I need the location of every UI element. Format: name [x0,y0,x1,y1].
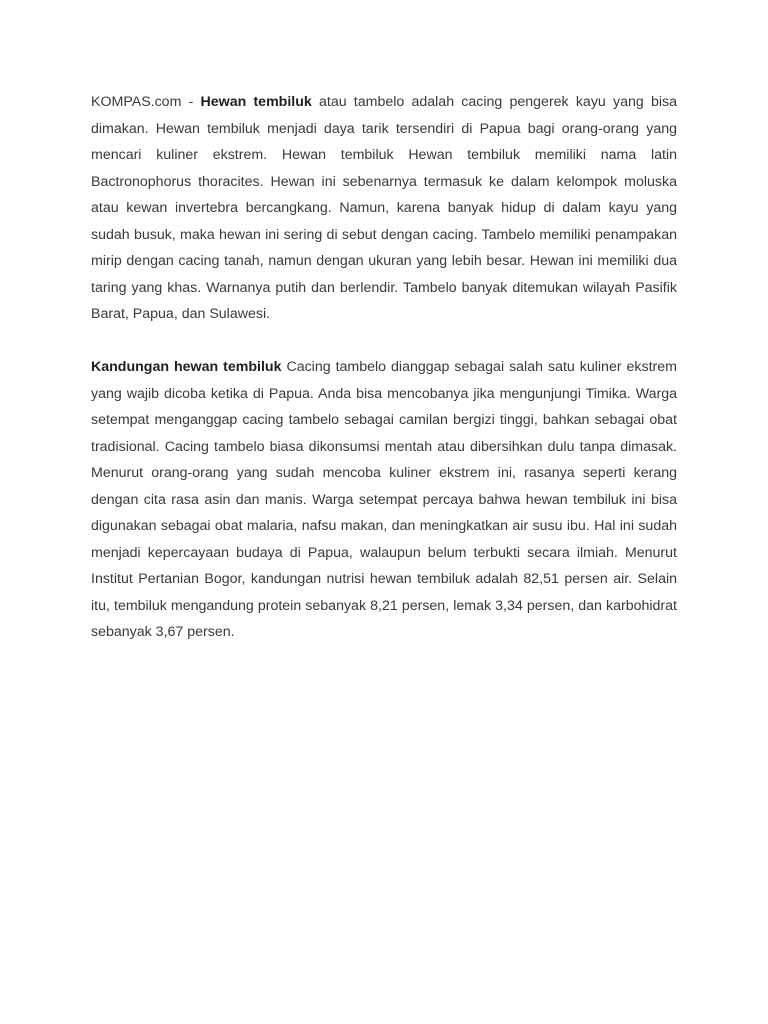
paragraph-text: atau tambelo adalah cacing pengerek kayu yang bisa dimakan. Hewan tembiluk menjadi daya tarik tersendiri di Papua bagi orang-orang yang mencari kuliner ekstrem. Hewan tembiluk Hewan tembiluk memiliki nama latin Bactronophorus thoracites. Hewan ini sebenarnya termasuk ke dalam kelompok moluska atau kewan invertebra bercangkang. Namun, karena banyak hidup di dalam kayu yang sudah busuk, maka hewan ini sering di sebut dengan cacing. Tambelo memiliki penampakan mirip dengan cacing tanah, namun dengan ukuran yang lebih besar. Hewan ini memiliki dua taring yang khas. Warnanya putih dan berlendir. Tambelo banyak ditemukan wilayah Pasifik Barat, Papua, dan Sulawesi. [91,94,677,322]
section-heading: Kandungan hewan tembiluk [91,359,282,375]
article-paragraph-intro [91,89,677,328]
article-paragraph-nutrition [91,354,677,646]
paragraph-text: Cacing tambelo dianggap sebagai salah satu kuliner ekstrem yang wajib dicoba ketika di Papua. Anda bisa mencobanya jika mengunjungi Timika. Warga setempat menganggap cacing tambelo sebagai camilan bergizi tinggi, bahkan sebagai obat tradisional. Cacing tambelo biasa dikonsumsi mentah atau dibersihkan dulu tanpa dimasak. Menurut orang-orang yang sudah mencoba kuliner ekstrem ini, rasanya seperti kerang dengan cita rasa asin dan manis. Warga setempat percaya bahwa hewan tembiluk ini bisa digunakan sebagai obat malaria, nafsu makan, dan meningkatkan air susu ibu. Hal ini sudah menjadi kepercayaan budaya di Papua, walaupun belum terbukti secara ilmiah. Menurut Institut Pertanian Bogor, kandungan nutrisi hewan tembiluk adalah 82,51 persen air. Selain itu, tembiluk mengandung protein sebanyak 8,21 persen, lemak 3,34 persen, dan karbohidrat sebanyak 3,67 persen. [91,359,677,640]
paragraph-lead-heading: Hewan tembiluk [200,94,312,110]
article-body [91,89,677,646]
source-label: KOMPAS.com - [91,94,194,110]
